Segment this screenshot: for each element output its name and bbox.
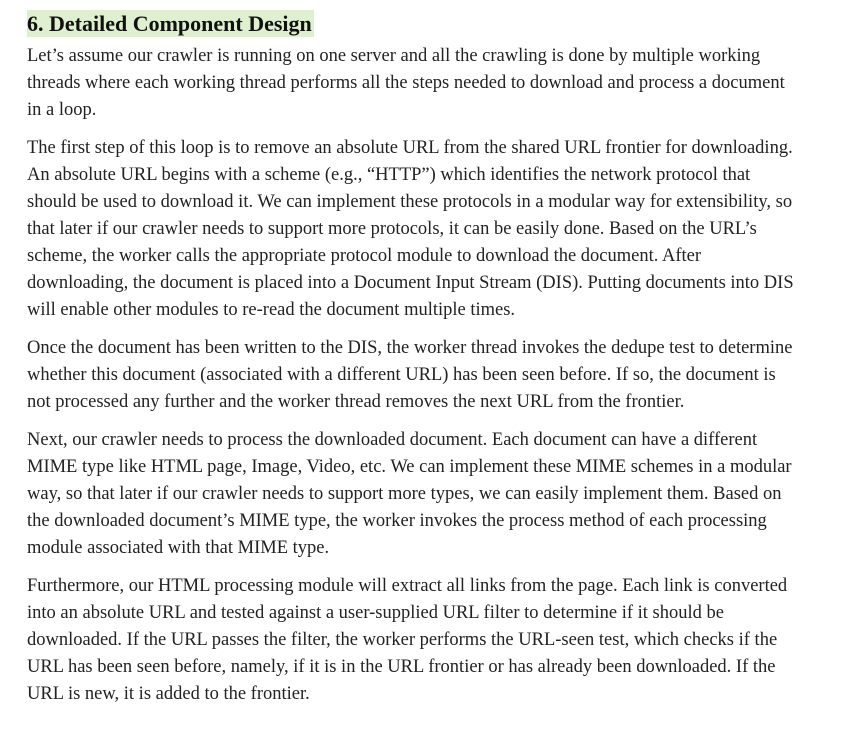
paragraph-2-line: The first step of this loop is to remove an absolute URL from the shared URL frontier for downloading. — [27, 138, 793, 158]
paragraph-3-line: not processed any further and the worker thread removes the next URL from the frontier. — [27, 392, 685, 412]
paragraph-2-line: An absolute URL begins with a scheme (e.g., “HTTP”) which identifies the network protocol that — [27, 165, 751, 185]
paragraph-2-line: should be used to download it. We can implement these protocols in a modular way for extensibility, so — [27, 192, 793, 212]
paragraph-1-line: Let’s assume our crawler is running on one server and all the crawling is done by multiple working — [27, 46, 761, 66]
paragraph-4-line: Next, our crawler needs to process the downloaded document. Each document can have a different — [27, 430, 758, 450]
paragraph-2-line: will enable other modules to re-read the document multiple times. — [27, 300, 516, 320]
paragraph-5-line: URL is new, it is added to the frontier. — [27, 684, 310, 704]
paragraph-3-line: Once the document has been written to the DIS, the worker thread invokes the dedupe test to determine — [27, 338, 793, 358]
paragraph-4 — [27, 427, 839, 562]
paragraph-5-line: downloaded. If the URL passes the filter, the worker performs the URL-seen test, which checks if the — [27, 630, 778, 650]
paragraph-5 — [27, 573, 839, 708]
paragraph-2-line: that later if our crawler needs to support more protocols, it can be easily done. Based on the URL’s — [27, 219, 757, 239]
paragraph-2 — [27, 135, 839, 324]
paragraph-4-line: way, so that later if our crawler needs to support more types, we can easily implement them. Based on — [27, 484, 782, 504]
paragraph-2-line: downloading, the document is placed into a Document Input Stream (DIS). Putting documents into DIS — [27, 273, 794, 293]
paragraph-4-line: MIME type like HTML page, Image, Video, etc. We can implement these MIME schemes in a modular — [27, 457, 792, 477]
paragraph-1-line: in a loop. — [27, 100, 97, 120]
section-heading: 6. Detailed Component Design — [27, 11, 312, 36]
paragraph-3-line: whether this document (associated with a different URL) has been seen before. If so, the document is — [27, 365, 776, 385]
paragraph-5-line: Furthermore, our HTML processing module will extract all links from the page. Each link is converted — [27, 576, 788, 596]
paragraph-1 — [27, 43, 839, 124]
paragraph-2-line: scheme, the worker calls the appropriate protocol module to download the document. After — [27, 246, 702, 266]
paragraph-3 — [27, 335, 839, 416]
paragraph-5-line: URL has been seen before, namely, if it is in the URL frontier or has already been downloaded. If the — [27, 657, 776, 677]
document-body — [27, 0, 839, 708]
paragraph-4-line: module associated with that MIME type. — [27, 538, 330, 558]
paragraph-4-line: the downloaded document’s MIME type, the worker invokes the process method of each processing — [27, 511, 767, 531]
paragraph-1-line: threads where each working thread performs all the steps needed to download and process a document — [27, 73, 785, 93]
paragraph-5-line: into an absolute URL and tested against a user-supplied URL filter to determine if it should be — [27, 603, 724, 623]
